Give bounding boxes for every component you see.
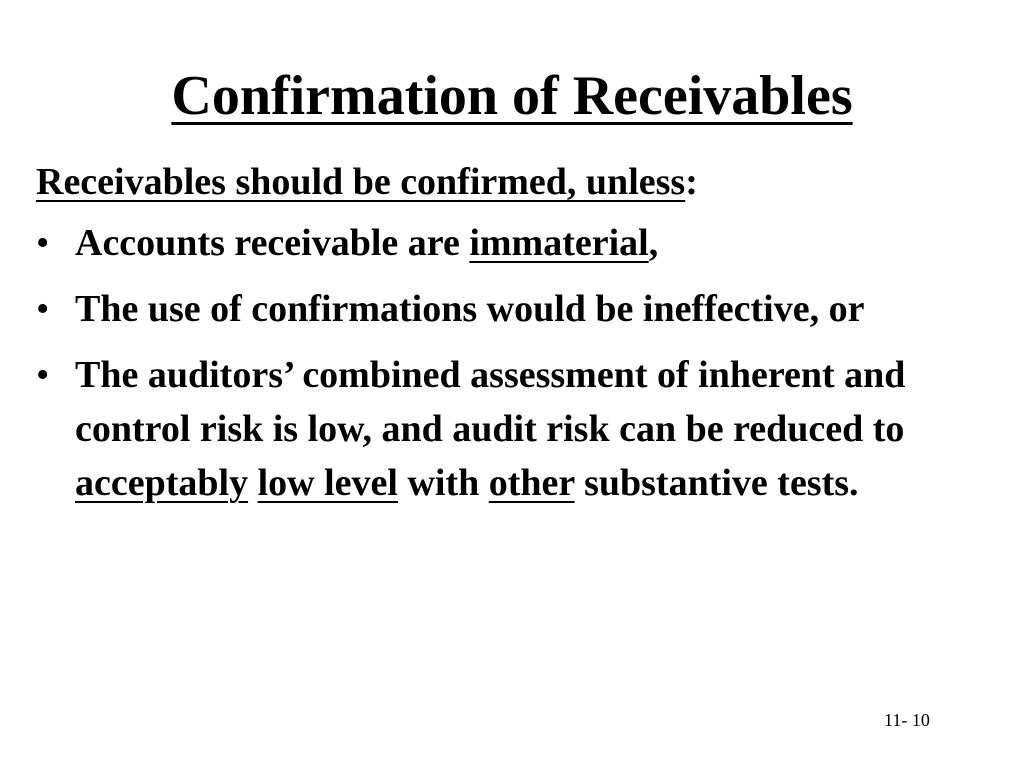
bullet-dot: •: [36, 222, 50, 264]
bullet-list: [36, 216, 996, 510]
bullet-underlined-text: low level: [257, 462, 398, 504]
bullet-text: ,: [648, 222, 659, 264]
bullet-dot: •: [36, 288, 50, 330]
bullet-text: Accounts receivable are: [75, 222, 470, 264]
bullet-dot: •: [36, 354, 50, 396]
bullet-item-ineffective: [36, 282, 996, 336]
bullet-text: [248, 462, 258, 504]
bullet-text: substantive tests.: [574, 462, 859, 504]
lead-sentence-colon: :: [685, 161, 698, 203]
slide-number: 11- 10: [884, 710, 930, 730]
slide-title-text: Confirmation of Receivables: [171, 65, 853, 127]
bullet-item-low-risk: [36, 348, 996, 510]
bullet-item-immaterial: [36, 216, 996, 270]
lead-sentence-underlined: Receivables should be confirmed, unless: [36, 161, 686, 203]
bullet-underlined-text: other: [488, 462, 575, 504]
bullet-underlined-text: immaterial: [469, 222, 649, 264]
lead-sentence: [36, 158, 698, 206]
bullet-text: The use of confirmations would be ineffective, or: [75, 288, 865, 330]
bullet-underlined-text: acceptably: [75, 462, 249, 504]
slide-title: [0, 62, 1024, 130]
bullet-text: The auditors’ combined assessment of inherent and control risk is low, and audit risk can be reduced to: [75, 354, 906, 450]
bullet-text: with: [397, 462, 489, 504]
